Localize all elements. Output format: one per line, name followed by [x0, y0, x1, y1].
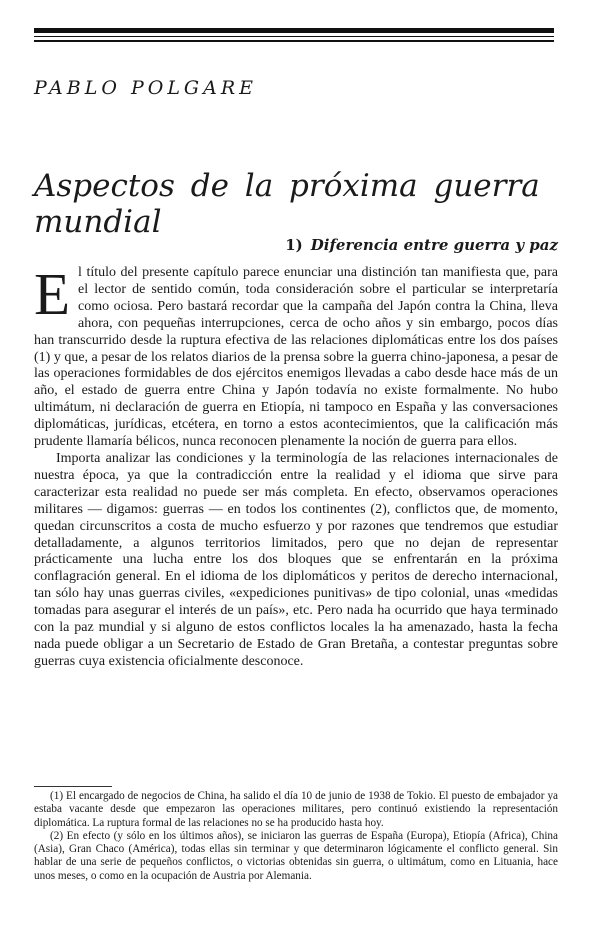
paragraph-2: Importa analizar las condiciones y la terminología de las relaciones internacionales de nuestra época, ya que la contradicción entre la realidad y el idioma que sirve para caracterizar esta realidad no puede ser más completa. En efecto, observamos operaciones militares — digamos: guerras — en todos los continentes (2), conflictos que, de momento, quedan circunscritos a costa de mucho esfuerzo y por razones que tendremos que estudiar detalladamente, a algunos territorios limitados, pero que no dejan de representar prácticamente una lucha entre los dos bloques que se enfrentarán en la próxima conflagración general. En el idioma de los diplomáticos y peritos de derecho internacional, tan sólo hay unas guerras civiles, «expediciones punitivas» de tipo colonial, unas «medidas tomadas para asegurar el interés de un país», etc. Pero nada ha ocurrido que haya terminado con la paz mundial y si alguno de estos conflictos locales la ha amenazado, hasta la fecha nada puede obligar a un Secretario de Estado de Gran Bretaña, a contestar preguntas sobre guerras cuya existencia oficialmente desconoce.: [34, 450, 558, 669]
drop-cap: E: [34, 261, 71, 327]
header-rule-bottom: [34, 40, 554, 42]
section-title: Diferencia entre guerra y paz: [310, 236, 558, 254]
footnote-2: (2) En efecto (y sólo en los últimos años), se iniciaron las guerras de España (Europa), Etiopía (Africa), China (Asia), Gran Chaco (América), todas ellas sin terminar y que determinaron lógicamente el conflicto general. Sin hablar de una serie de pequeños conflictos, o victorias obtenidas sin guerra, o ultimátum, como en Lituania, hace unos meses, o como en la ocupación de Austria por Alemania.: [34, 829, 558, 882]
header-rule-thick: [34, 28, 554, 33]
header-rule-thin: [34, 36, 554, 37]
section-heading: [34, 236, 558, 254]
section-number: 1): [285, 236, 303, 254]
footnote-separator: [34, 786, 112, 787]
article-title: Aspectos de la próxima guerra mundial: [34, 168, 540, 240]
footnote-1: (1) El encargado de negocios de China, ha salido el día 10 de junio de 1938 de Tokio. El puesto de embajador ya estaba vacante desde que empezaron las operaciones militares, pero continuó existiendo la representación diplomática. La ruptura formal de las relaciones no se ha producido hasta hoy.: [34, 790, 558, 829]
paragraph-1: l título del presente capítulo parece enunciar una distinción tan manifiesta que, para el lector de sentido común, toda consideración sobre el particular se interpretaría como ociosa. Pero bastará recordar que la campaña del Japón contra la China, lleva ahora, con pequeñas interrupciones, cerca de ocho años y sin embargo, pocos días han transcurrido desde la ruptura efectiva de las relaciones diplomáticas entre los dos países (1) y que, a pesar de los relatos diarios de la prensa sobre la guerra chino-japonesa, a pesar de las operaciones formidables de dos ejércitos enemigos llevadas a cabo desde hace más de un año, el estado de guerra entre China y Japón todavía no existe formalmente. No hubo ultimátum, ni declaración de guerra en Etiopía, ni tampoco en España y las conversaciones diplomáticas, jurídicas, etcétera, en torno a estos acontecimientos, que la calificación más prudente llamaría bélicos, nunca reconocen plenamente la noción de guerra para ellos.: [34, 265, 559, 450]
header-rules: [34, 28, 554, 42]
author-name: PABLO POLGARE: [34, 77, 258, 99]
footnotes: [34, 790, 558, 883]
article-body: [34, 261, 559, 671]
